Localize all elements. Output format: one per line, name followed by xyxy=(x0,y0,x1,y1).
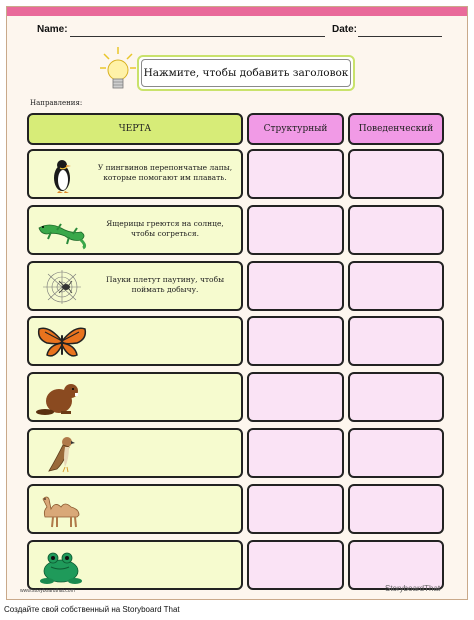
date-label: Date: xyxy=(332,24,358,35)
behavioral-cell[interactable] xyxy=(348,316,444,366)
structural-cell[interactable] xyxy=(247,540,344,590)
structural-cell[interactable] xyxy=(247,484,344,534)
structural-cell[interactable] xyxy=(247,261,344,311)
trait-cell[interactable] xyxy=(27,205,243,255)
trait-cell[interactable] xyxy=(27,149,243,199)
directions-label: Направления: xyxy=(30,99,83,107)
column-header-structural: Структурный xyxy=(247,113,344,145)
accent-bar xyxy=(7,7,467,16)
lightbulb-icon xyxy=(96,44,140,96)
column-header-behavioral: Поведенческий xyxy=(348,113,444,145)
behavioral-cell[interactable] xyxy=(348,205,444,255)
trait-cell[interactable] xyxy=(27,372,243,422)
spider-web-icon xyxy=(35,268,89,306)
structural-cell[interactable] xyxy=(247,316,344,366)
trait-cell[interactable] xyxy=(27,261,243,311)
trait-cell[interactable] xyxy=(27,484,243,534)
lizard-icon xyxy=(35,212,89,250)
watermark-url: www.storyboardthat.com xyxy=(20,588,75,594)
behavioral-cell[interactable] xyxy=(348,428,444,478)
structural-cell[interactable] xyxy=(247,205,344,255)
name-label: Name: xyxy=(37,24,68,35)
storyboardthat-logo xyxy=(385,584,440,593)
penguin-icon xyxy=(35,156,89,194)
butterfly-icon xyxy=(35,323,89,361)
footer-text[interactable]: Создайте свой собственный на Storyboard That xyxy=(4,605,180,614)
behavioral-cell[interactable] xyxy=(348,372,444,422)
trait-cell[interactable] xyxy=(27,540,243,590)
trait-text: Пауки плетут паутину, чтобы поймать добычу. xyxy=(105,275,225,294)
trait-cell[interactable] xyxy=(27,428,243,478)
column-header-trait: ЧЕРТА xyxy=(27,113,243,145)
camel-icon xyxy=(35,491,89,529)
behavioral-cell[interactable] xyxy=(348,261,444,311)
beaver-icon xyxy=(35,379,89,417)
behavioral-cell[interactable] xyxy=(348,540,444,590)
title-placeholder[interactable]: Нажмите, чтобы добавить заголовок xyxy=(141,59,351,87)
frog-icon xyxy=(35,547,89,585)
trait-cell[interactable] xyxy=(27,316,243,366)
hawk-icon xyxy=(35,435,89,473)
trait-text: Ящерицы греются на солнце, чтобы согреться. xyxy=(106,219,224,238)
behavioral-cell[interactable] xyxy=(348,484,444,534)
structural-cell[interactable] xyxy=(247,149,344,199)
structural-cell[interactable] xyxy=(247,372,344,422)
title-box[interactable] xyxy=(137,55,355,91)
trait-text: У пингвинов перепончатые лапы, которые помогают им плавать. xyxy=(97,163,233,182)
structural-cell[interactable] xyxy=(247,428,344,478)
date-line[interactable] xyxy=(358,36,442,37)
behavioral-cell[interactable] xyxy=(348,149,444,199)
name-line[interactable] xyxy=(70,36,325,37)
logo-text: StoryboardThat xyxy=(385,584,441,593)
